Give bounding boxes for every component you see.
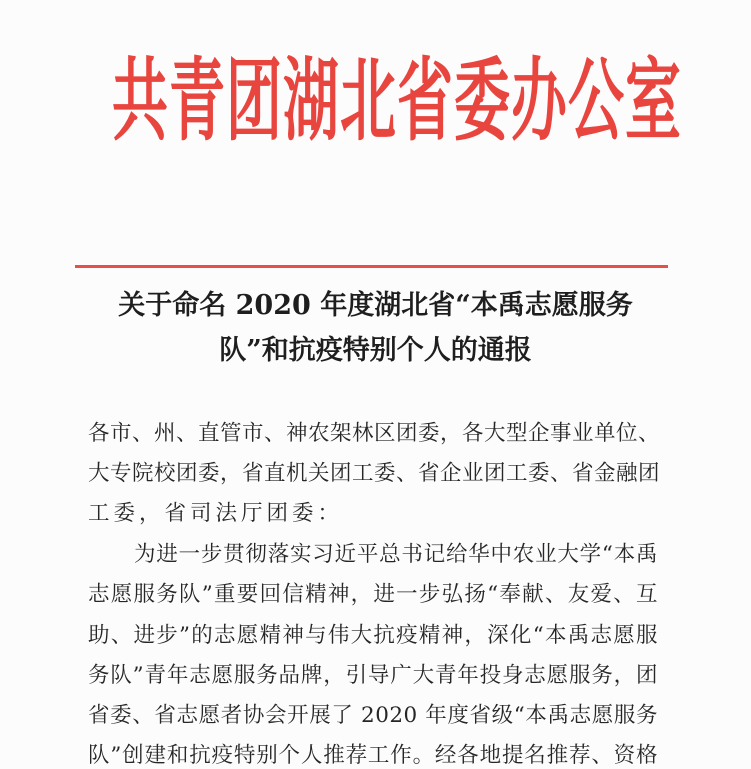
body-line: 志愿服务队”重要回信精神，进一步弘扬“奉献、友爱、互 [88, 582, 658, 607]
body-line: 各市、州、直管市、神农架林区团委，各大型企事业单位、 [88, 421, 661, 446]
document-title-line-2: 队”和抗疫特别个人的通报 [219, 335, 532, 366]
body-line: 省委、省志愿者协会开展了 2020 年度省级“本禹志愿服务 [88, 703, 658, 728]
body-line: 助、进步”的志愿精神与伟大抗疫精神，深化“本禹志愿服 [88, 623, 658, 648]
body-line: 大专院校团委，省直机关团工委、省企业团工委、省金融团 [88, 461, 661, 486]
body-line: 为进一步贯彻落实习近平总书记给华中农业大学“本禹 [134, 542, 658, 567]
issuing-organization-header: 共青团湖北省委办公室 [112, 50, 682, 154]
red-divider [75, 265, 668, 268]
body-line: 务队”青年志愿服务品牌，引导广大青年投身志愿服务，团 [88, 663, 658, 688]
body-line: 队”创建和抗疫特别个人推荐工作。经各地提名推荐、资格 [88, 743, 658, 768]
body-line: 工委，省司法厅团委： [88, 501, 344, 526]
document-title-line-1: 关于命名 2020 年度湖北省“本禹志愿服务 [118, 290, 633, 321]
